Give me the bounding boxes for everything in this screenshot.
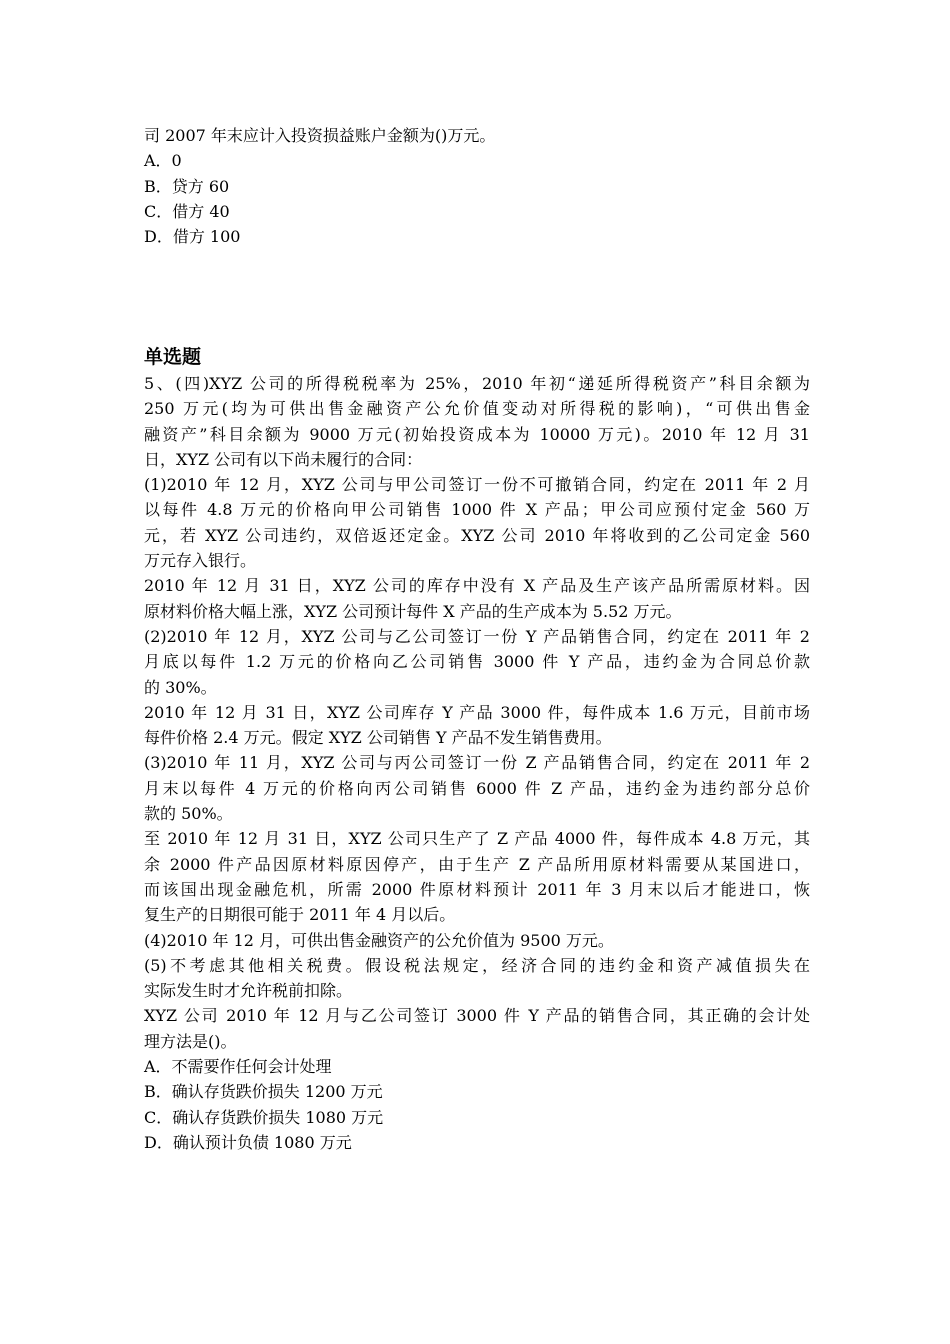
question-line: 复生产的日期很可能于 2011 年 4 月以后。 xyxy=(144,905,456,925)
question-stem-tail: 司 2007 年末应计入投资损益账户金额为()万元。 xyxy=(144,126,496,145)
question-line: 余 2000 件产品因原材料原因停产，由于生产 Z 产品所用原材料需要从某国进口， xyxy=(144,854,810,874)
question-5-stem xyxy=(144,371,810,1054)
question-line: 每件价格 2.4 万元。假定 XYZ 公司销售 Y 产品不发生销售费用。 xyxy=(144,728,612,748)
question-line: 以每件 4.8 万元的价格向甲公司销售 1000 件 X 产品；甲公司应预付定金 560 万 xyxy=(144,500,810,520)
question-5-options xyxy=(144,1054,810,1155)
question-line: (2)2010 年 12 月，XYZ 公司与乙公司签订一份 Y 产品销售合同，约定在 2011 年 2 xyxy=(144,626,810,646)
question-line: 日，XYZ 公司有以下尚未履行的合同： xyxy=(144,449,423,469)
question-line: (5)不考虑其他相关税费。假设税法规定，经济合同的违约金和资产减值损失在 xyxy=(144,955,810,975)
single-choice-section xyxy=(144,343,810,1155)
option-d: D．借方 100 xyxy=(144,227,241,247)
option-a: A．不需要作任何会计处理 xyxy=(144,1057,332,1077)
question-line: 款的 50%。 xyxy=(144,804,233,824)
question-line: 原材料价格大幅上涨，XYZ 公司预计每件 X 产品的生产成本为 5.52 万元。 xyxy=(144,601,682,621)
previous-question xyxy=(144,123,810,249)
question-line: 万元存入银行。 xyxy=(144,551,257,571)
question-line: 至 2010 年 12 月 31 日，XYZ 公司只生产了 Z 产品 4000 件，每件成本 4.8 万元，其 xyxy=(144,829,810,849)
option-a: A．0 xyxy=(144,151,182,171)
question-line: (3)2010 年 11 月，XYZ 公司与丙公司签订一份 Z 产品销售合同，约定在 2011 年 2 xyxy=(144,753,810,773)
question-line: 5、(四)XYZ 公司的所得税税率为 25%，2010 年初“递延所得税资产”科目余额为 xyxy=(144,374,810,393)
question-line: 实际发生时才允许税前扣除。 xyxy=(144,981,353,1001)
question-line: (1)2010 年 12 月，XYZ 公司与甲公司签订一份不可撤销合同，约定在 2011 年 2 月 xyxy=(144,475,810,495)
question-line: 而该国出现金融危机，所需 2000 件原材料预计 2011 年 3 月末以后才能进口，恢 xyxy=(144,879,810,899)
question-line: 2010 年 12 月 31 日，XYZ 公司库存 Y 产品 3000 件，每件成本 1.6 万元，目前市场 xyxy=(144,702,810,722)
question-line: 月末以每件 4 万元的价格向丙公司销售 6000 件 Z 产品，违约金为违约部分总价 xyxy=(144,778,810,798)
question-line: 月底以每件 1.2 万元的价格向乙公司销售 3000 件 Y 产品，违约金为合同总价款 xyxy=(144,652,810,672)
question-line: (4)2010 年 12 月，可供出售金融资产的公允价值为 9500 万元。 xyxy=(144,930,614,950)
question-line: 理方法是()。 xyxy=(144,1031,237,1051)
section-heading: 单选题 xyxy=(144,346,202,368)
question-line: 2010 年 12 月 31 日，XYZ 公司的库存中没有 X 产品及生产该产品所需原材料。因 xyxy=(144,576,810,596)
option-c: C．确认存货跌价损失 1080 万元 xyxy=(144,1107,384,1127)
question-line: 融资产”科目余额为 9000 万元(初始投资成本为 10000 万元)。2010 年 12 月 31 xyxy=(144,424,810,444)
option-b: B．贷方 60 xyxy=(144,176,230,196)
option-d: D．确认预计负债 1080 万元 xyxy=(144,1132,352,1152)
question-line: 的 30%。 xyxy=(144,677,217,697)
option-c: C．借方 40 xyxy=(144,201,230,221)
option-b: B．确认存货跌价损失 1200 万元 xyxy=(144,1082,383,1102)
question-line: XYZ 公司 2010 年 12 月与乙公司签订 3000 件 Y 产品的销售合同，其正确的会计处 xyxy=(144,1006,810,1026)
question-line: 250 万元(均为可供出售金融资产公允价值变动对所得税的影响)，“可供出售金 xyxy=(144,399,810,419)
question-line: 元，若 XYZ 公司违约，双倍返还定金。XYZ 公司 2010 年将收到的乙公司定金 560 xyxy=(144,525,810,545)
